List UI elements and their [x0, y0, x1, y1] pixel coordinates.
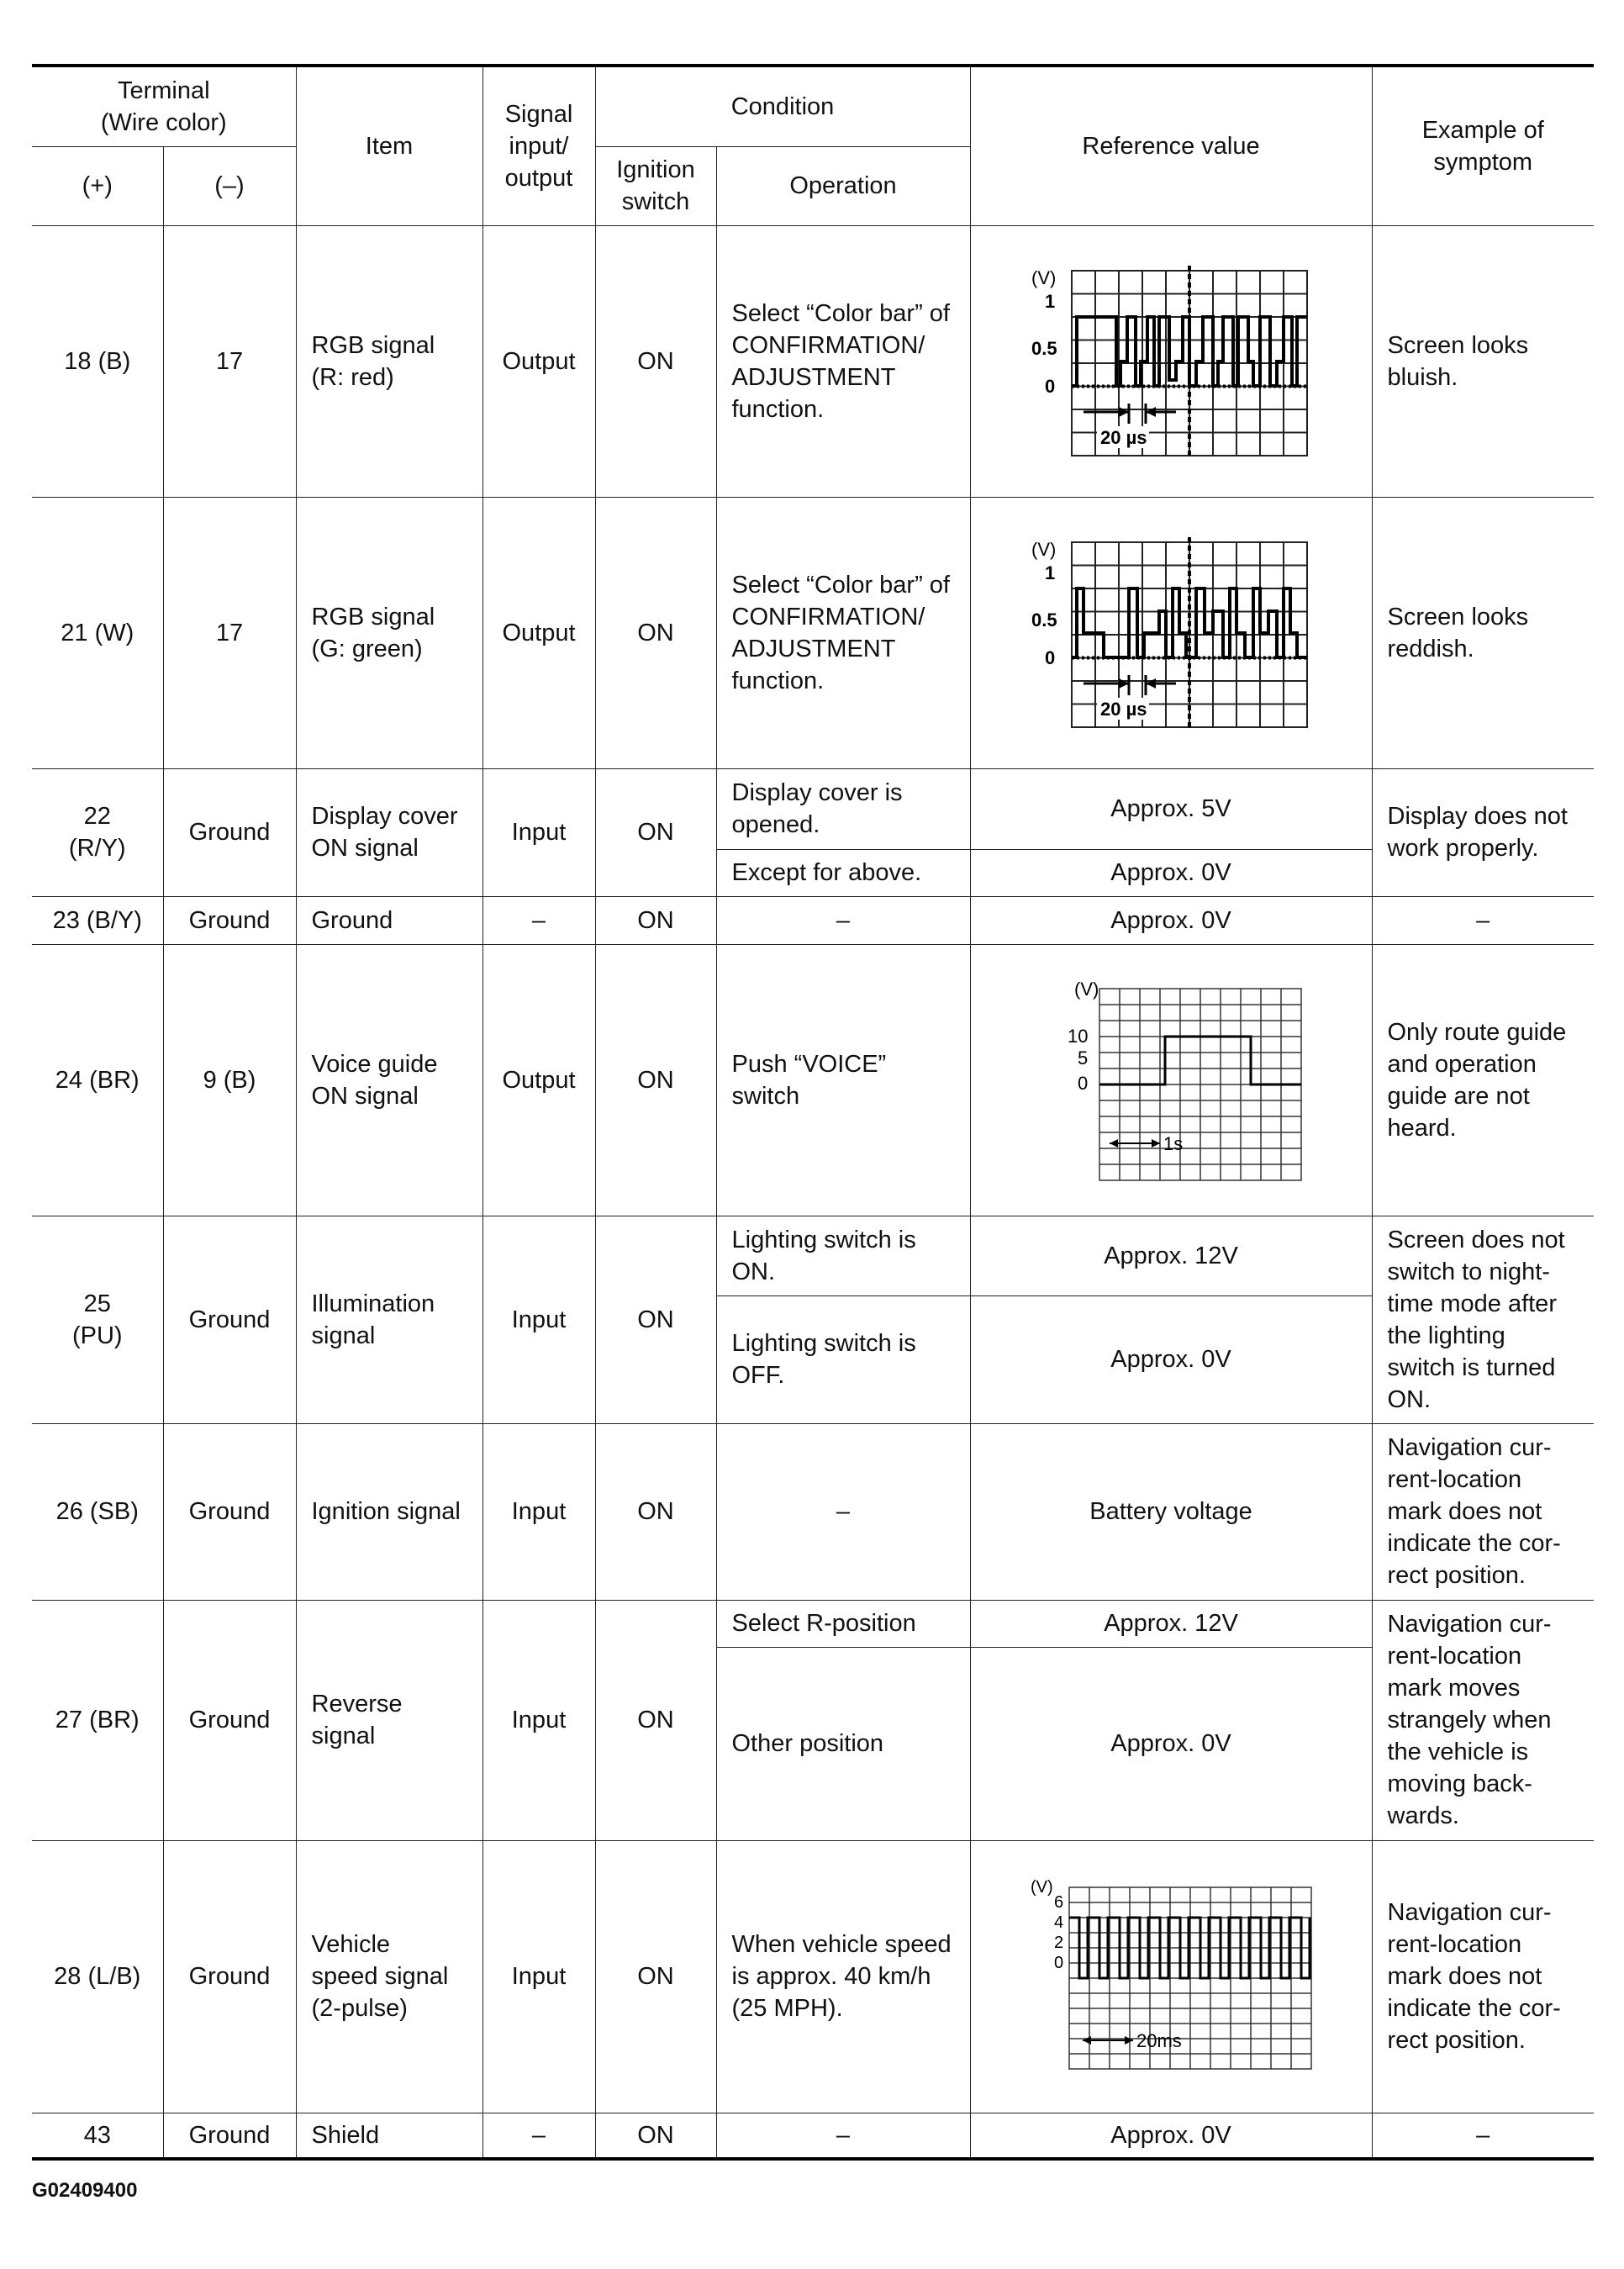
- terminal-table: [32, 64, 1594, 2161]
- item-name: RGB signal (G: green): [296, 497, 482, 768]
- ignition-state: ON: [595, 497, 716, 768]
- terminal-plus: 28 (L/B): [32, 1840, 163, 2113]
- table-row: [32, 2113, 1594, 2159]
- table-row: [32, 1216, 1594, 1295]
- rgb-red-waveform: [1028, 262, 1314, 461]
- signal-io: Output: [482, 497, 595, 768]
- header-item: Item: [296, 66, 482, 225]
- terminal-minus: Ground: [163, 768, 296, 896]
- symptom: Navigation cur-rent-location mark does not indicate the cor-rect position.: [1372, 1840, 1594, 2113]
- terminal-minus: 9 (B): [163, 944, 296, 1216]
- reference-value: Battery voltage: [970, 1423, 1372, 1600]
- ignition-state: ON: [595, 2113, 716, 2159]
- symptom: Navigation cur-rent-location mark does not indicate the cor-rect position.: [1372, 1423, 1594, 1600]
- ignition-state: ON: [595, 1600, 716, 1840]
- item-name: RGB signal (R: red): [296, 225, 482, 497]
- operation: Push “VOICE” switch: [716, 944, 970, 1216]
- terminal-plus: 24 (BR): [32, 944, 163, 1216]
- terminal-plus: 23 (B/Y): [32, 896, 163, 944]
- terminal-plus: 27 (BR): [32, 1600, 163, 1840]
- item-name: Illumination signal: [296, 1216, 482, 1423]
- symptom: –: [1372, 2113, 1594, 2159]
- header-minus: (–): [163, 146, 296, 225]
- terminal-minus: 17: [163, 225, 296, 497]
- table-row: [32, 896, 1594, 944]
- item-name: Ground: [296, 896, 482, 944]
- operation: –: [716, 896, 970, 944]
- item-name: Voice guide ON signal: [296, 944, 482, 1216]
- reference-waveform: [970, 497, 1372, 768]
- ignition-state: ON: [595, 944, 716, 1216]
- symptom: Navigation cur-rent-location mark moves strangely when the vehicle is moving back-wards.: [1372, 1600, 1594, 1840]
- wave-v-label: (V): [1074, 978, 1099, 1000]
- wave-y-tick: 1: [1045, 562, 1056, 583]
- operation: Lighting switch is OFF.: [716, 1295, 970, 1423]
- reference-value: Approx. 0V: [970, 2113, 1372, 2159]
- signal-io: Input: [482, 1216, 595, 1423]
- table-row: [32, 768, 1594, 849]
- operation: Select “Color bar” of CONFIRMATION/ ADJUSTMENT function.: [716, 225, 970, 497]
- reference-waveform: [970, 225, 1372, 497]
- table-row: [32, 1423, 1594, 1600]
- terminal-plus: 25 (PU): [32, 1216, 163, 1423]
- signal-io: –: [482, 2113, 595, 2159]
- ignition-state: ON: [595, 768, 716, 896]
- terminal-minus: Ground: [163, 896, 296, 944]
- symptom: Screen looks reddish.: [1372, 497, 1594, 768]
- terminal-plus: 43: [32, 2113, 163, 2159]
- symptom: –: [1372, 896, 1594, 944]
- terminal-minus: Ground: [163, 1600, 296, 1840]
- terminal-spec-sheet: [32, 64, 1594, 2161]
- rgb-green-waveform: [1028, 534, 1314, 732]
- terminal-plus: 21 (W): [32, 497, 163, 768]
- ignition-state: ON: [595, 1840, 716, 2113]
- terminal-plus: 22 (R/Y): [32, 768, 163, 896]
- wave-period-label: 20 µs: [1100, 698, 1147, 720]
- symptom: Screen looks bluish.: [1372, 225, 1594, 497]
- operation: Select “Color bar” of CONFIRMATION/ ADJUSTMENT function.: [716, 497, 970, 768]
- wave-y-tick: 0: [1045, 375, 1056, 397]
- header-plus: (+): [32, 146, 163, 225]
- terminal-minus: Ground: [163, 1423, 296, 1600]
- symptom: Display does not work properly.: [1372, 768, 1594, 896]
- operation: Select R-position: [716, 1600, 970, 1647]
- terminal-plus: 18 (B): [32, 225, 163, 497]
- operation: Except for above.: [716, 849, 970, 896]
- ignition-state: ON: [595, 1216, 716, 1423]
- symptom: Only route guide and operation guide are not heard.: [1372, 944, 1594, 1216]
- wave-y-tick: 0: [1054, 1954, 1064, 1972]
- reference-waveform: [970, 944, 1372, 1216]
- wave-period-label: 20ms: [1136, 2030, 1182, 2051]
- item-name: Vehicle speed signal (2-pulse): [296, 1840, 482, 2113]
- signal-io: Input: [482, 1840, 595, 2113]
- header-signal-io: Signal input/ output: [482, 66, 595, 225]
- wave-y-tick: 2: [1054, 1934, 1064, 1952]
- wave-v-label: (V): [1031, 1878, 1053, 1897]
- reference-value: Approx. 0V: [970, 896, 1372, 944]
- reference-value: Approx. 0V: [970, 1647, 1372, 1840]
- reference-value: Approx. 12V: [970, 1600, 1372, 1647]
- operation: Other position: [716, 1647, 970, 1840]
- signal-io: Output: [482, 944, 595, 1216]
- header-condition: Condition: [595, 66, 970, 146]
- operation: Lighting switch is ON.: [716, 1216, 970, 1295]
- item-name: Reverse signal: [296, 1600, 482, 1840]
- terminal-minus: 17: [163, 497, 296, 768]
- wave-y-tick: 0.5: [1031, 337, 1057, 359]
- operation: –: [716, 2113, 970, 2159]
- vehicle-speed-waveform: [1024, 1877, 1318, 2076]
- ignition-state: ON: [595, 225, 716, 497]
- wave-y-tick: 4: [1054, 1913, 1064, 1932]
- wave-y-tick: 6: [1054, 1893, 1064, 1912]
- wave-y-tick: 0: [1045, 646, 1056, 668]
- operation: –: [716, 1423, 970, 1600]
- reference-waveform: [970, 1840, 1372, 2113]
- item-name: Ignition signal: [296, 1423, 482, 1600]
- operation: When vehicle speed is approx. 40 km/h (25 MPH).: [716, 1840, 970, 2113]
- table-row: [32, 497, 1594, 768]
- signal-io: Output: [482, 225, 595, 497]
- symptom: Screen does not switch to night-time mode after the lighting switch is turned ON.: [1372, 1216, 1594, 1423]
- wave-v-label: (V): [1031, 538, 1057, 560]
- item-name: Display cover ON signal: [296, 768, 482, 896]
- table-row: [32, 944, 1594, 1216]
- table-row: [32, 1840, 1594, 2113]
- ignition-state: ON: [595, 1423, 716, 1600]
- signal-io: Input: [482, 1423, 595, 1600]
- wave-v-label: (V): [1031, 266, 1057, 288]
- reference-value: Approx. 0V: [970, 849, 1372, 896]
- operation: Display cover is opened.: [716, 768, 970, 849]
- wave-y-tick: 0.5: [1031, 609, 1057, 631]
- terminal-minus: Ground: [163, 1840, 296, 2113]
- terminal-minus: Ground: [163, 1216, 296, 1423]
- signal-io: Input: [482, 1600, 595, 1840]
- signal-io: Input: [482, 768, 595, 896]
- ignition-state: ON: [595, 896, 716, 944]
- wave-y-tick: 0: [1078, 1072, 1089, 1094]
- terminal-plus: 26 (SB): [32, 1423, 163, 1600]
- header-ignition: Ignition switch: [595, 146, 716, 225]
- wave-period-label: 20 µs: [1100, 426, 1147, 448]
- document-id: G02409400: [32, 2179, 138, 2202]
- header-symptom: Example of symptom: [1372, 66, 1594, 225]
- item-name: Shield: [296, 2113, 482, 2159]
- table-row: [32, 225, 1594, 497]
- table-row: [32, 1600, 1594, 1647]
- wave-y-tick: 10: [1068, 1025, 1089, 1047]
- header-reference: Reference value: [970, 66, 1372, 225]
- header-terminal: Terminal (Wire color): [32, 66, 296, 146]
- reference-value: Approx. 12V: [970, 1216, 1372, 1295]
- reference-value: Approx. 0V: [970, 1295, 1372, 1423]
- wave-y-tick: 5: [1078, 1047, 1089, 1069]
- voice-guide-waveform: [1032, 977, 1310, 1184]
- wave-period-label: 1s: [1163, 1132, 1184, 1154]
- header-operation: Operation: [716, 146, 970, 225]
- reference-value: Approx. 5V: [970, 768, 1372, 849]
- wave-y-tick: 1: [1045, 290, 1056, 312]
- signal-io: –: [482, 896, 595, 944]
- terminal-minus: Ground: [163, 2113, 296, 2159]
